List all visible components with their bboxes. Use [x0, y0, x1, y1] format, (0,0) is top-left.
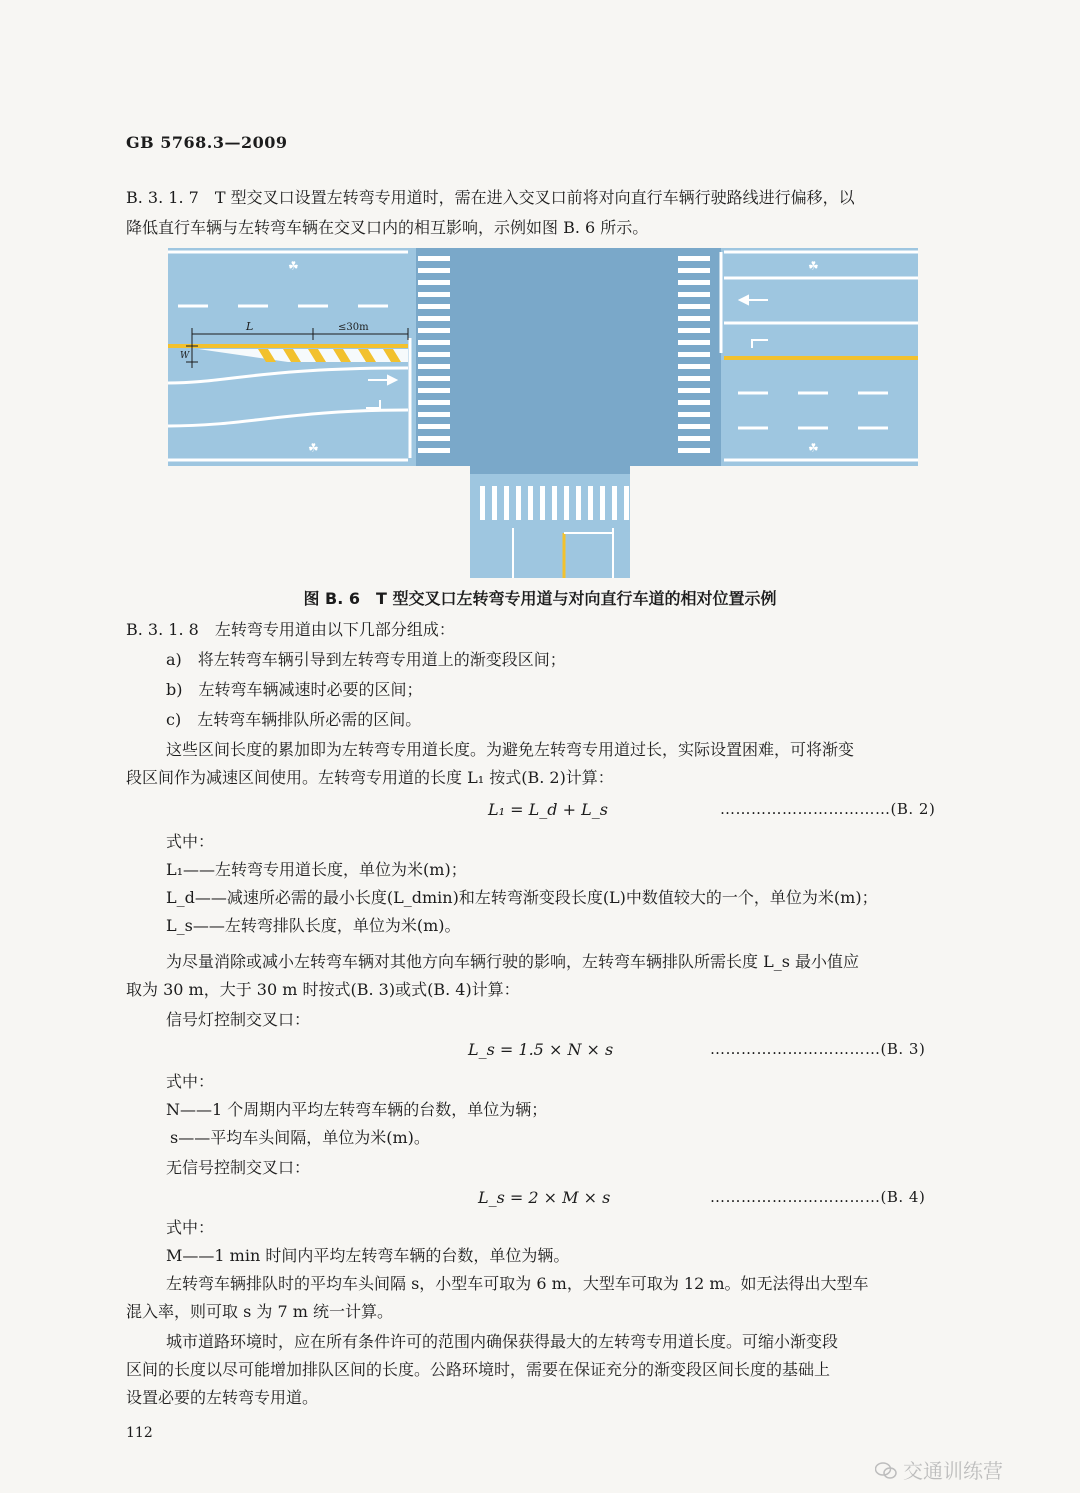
watermark-text: 交通训练营	[903, 1459, 1003, 1483]
para4-line1: 城市道路环境时，应在所有条件许可的范围内确保获得最大的左转弯专用道长度。可缩小渐变段	[166, 1332, 839, 1351]
para2-line1: 为尽量消除或减小左转弯车辆对其他方向车辆行驶的影响，左转弯车辆排队所需长度 L_s 最小值应	[166, 952, 860, 971]
nosignal-label: 无信号控制交叉口：	[166, 1158, 311, 1177]
para4-line3: 设置必要的左转弯专用道。	[126, 1388, 319, 1407]
svg-text:☘: ☘	[808, 259, 819, 273]
svg-text:☘: ☘	[288, 259, 299, 273]
label-L: L	[246, 320, 254, 333]
equation-b4-number: ……………………………(B. 4)	[710, 1188, 926, 1206]
where-label-2: 式中：	[166, 1072, 215, 1091]
watermark	[875, 1455, 1003, 1484]
clause-b318-title: B. 3. 1. 8 左转弯专用道由以下几部分组成：	[126, 620, 455, 639]
figure-caption: 图 B. 6 T 型交叉口左转弯专用道与对向直行车道的相对位置示例	[303, 589, 777, 608]
list-item-b: b) 左转弯车辆减速时必要的区间；	[166, 680, 423, 699]
where-label-3: 式中：	[166, 1218, 215, 1237]
signal-label: 信号灯控制交叉口：	[166, 1010, 311, 1029]
standard-code: GB 5768.3—2009	[126, 133, 288, 152]
para3-line1: 左转弯车辆排队时的平均车头间隔 s，小型车可取为 6 m，大型车可取为 12 m。如无法得出大型车	[166, 1274, 869, 1293]
t-intersection-figure	[168, 248, 918, 578]
def-M: M——1 min 时间内平均左转弯车辆的台数，单位为辆。	[166, 1246, 570, 1265]
label-30m: ≤30m	[338, 322, 369, 333]
intersection-area	[416, 248, 721, 466]
para2-line2: 取为 30 m，大于 30 m 时按式(B. 3)或式(B. 4)计算：	[126, 980, 520, 999]
para3-line2: 混入率，则可取 s 为 7 m 统一计算。	[126, 1302, 393, 1321]
list-item-a: a) 将左转弯车辆引导到左转弯专用道上的渐变段区间；	[166, 650, 566, 669]
label-W: W	[180, 351, 190, 361]
para1-line1: 这些区间长度的累加即为左转弯专用道长度。为避免左转弯专用道过长，实际设置困难，可将渐变	[166, 740, 855, 759]
where-label-1: 式中：	[166, 832, 215, 851]
svg-text:☘: ☘	[808, 441, 819, 455]
side-road	[470, 466, 630, 578]
equation-b2: L₁ = L_d + L_s	[488, 800, 608, 819]
def-L1: L₁——左转弯专用道长度，单位为米(m)；	[166, 860, 467, 879]
para4-line2: 区间的长度以尽可能增加排队区间的长度。公路环境时，需要在保证充分的渐变段区间长度的基础上	[126, 1360, 831, 1379]
clause-b317-line2: 降低直行车辆与左转弯车辆在交叉口内的相互影响，示例如图 B. 6 所示。	[126, 218, 649, 237]
para1-line2: 段区间作为减速区间使用。左转弯专用道的长度 L₁ 按式(B. 2)计算：	[126, 768, 614, 787]
equation-b3-number: ……………………………(B. 3)	[710, 1040, 926, 1058]
def-s: s——平均车头间隔，单位为米(m)。	[170, 1128, 430, 1147]
list-item-c: c) 左转弯车辆排队所必需的区间。	[166, 710, 422, 729]
svg-text:☘: ☘	[308, 441, 319, 455]
def-Ls: L_s——左转弯排队长度，单位为米(m)。	[166, 916, 461, 935]
wechat-icon	[875, 1462, 897, 1480]
equation-b4: L_s = 2 × M × s	[478, 1188, 611, 1207]
equation-b2-number: ……………………………(B. 2)	[720, 800, 936, 818]
clause-b317-line1: B. 3. 1. 7 T 型交叉口设置左转弯专用道时，需在进入交叉口前将对向直行车辆行驶路线进行偏移，以	[126, 188, 855, 207]
page-number: 112	[126, 1425, 153, 1441]
equation-b3: L_s = 1.5 × N × s	[468, 1040, 614, 1059]
def-Ld: L_d——减速所必需的最小长度(L_dmin)和左转弯渐变段长度(L)中数值较大的一个，单位为米(m)；	[166, 888, 878, 907]
def-N: N——1 个周期内平均左转弯车辆的台数，单位为辆；	[166, 1100, 548, 1119]
